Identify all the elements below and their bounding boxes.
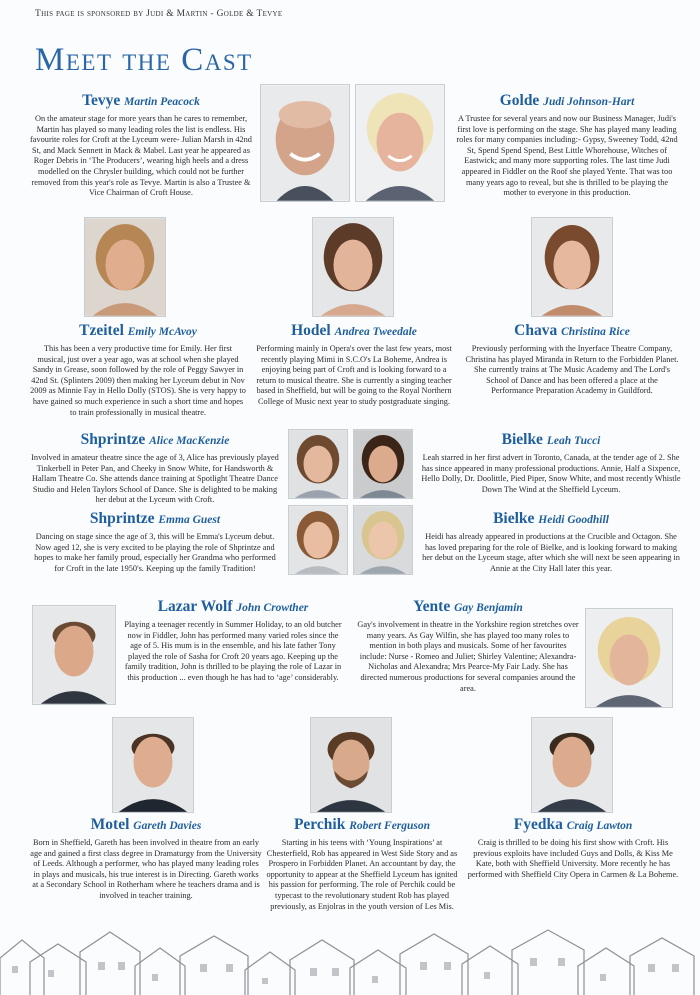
cast-perchik [262,816,462,912]
role-name: Golde Judi Johnson-Hart [499,92,635,109]
photo-leah-tucci [353,429,413,499]
actor-name: Heidi Goodhill [538,514,609,526]
actor-name: Emily McAvoy [127,326,197,338]
actor-name: Alice MacKenzie [149,435,230,447]
photo-emma-guest [288,505,348,575]
photo-christina-rice [531,217,613,317]
photo-robert-ferguson [310,717,392,813]
cast-lazar-wolf [122,598,344,684]
photo-gareth-davies [112,717,194,813]
cast-tzeitel [30,322,246,418]
cast-bio: Starting in his teens with ‘Young Inspirations’ at Chesterfield, Rob has appeared in West Side Story and as Prospero in Forbidden Planet. An accountant by day, the opportunity to appear at the Sheffield Lyceum has ignited his passion for performing. The role of Perchik could be typecast to the revolutionary student Rob has played previously, as Enjolras in the youth version of Les Mis. [266,838,458,911]
cast-bielke-heidi [420,510,682,574]
role-name: Chava Christina Rice [514,322,630,339]
cast-bio: This has been a very productive time for Emily. Her first musical, just over a year ago, was at school when she played Sandy in Grease, soon followed by the role of Peggy Sawyer in 42nd St. (Splinters 2009) then making her Lyceum debut in Nov 2009 as Minnie Fay in Hello Dolly (STOS). She is very happy to have gained so much experience in such a short time and hopes to train professionally in musical theatre. [30,344,246,417]
role-name: Lazar Wolf John Crowther [157,598,309,615]
role-name: Bielke Heidi Goodhill [493,510,609,527]
photo-judi-johnson-hart [355,84,445,202]
actor-name: Christina Rice [561,326,630,338]
photo-alice-mackenzie [288,429,348,499]
cast-bio: Craig is thrilled to be doing his first show with Croft. His previous exploits have included Guys and Dolls, & Kiss Me Kate, both with Sheffield University. More recently he has performed with Sheffield City Opera in Carmen & La Boheme. [467,838,679,879]
cast-tevye [30,92,252,199]
cast-hodel [252,322,456,408]
cast-fyedka [464,816,682,880]
actor-name: Robert Ferguson [349,820,431,832]
cast-bio: Gay's involvement in theatre in the Yorkshire region stretches over many years. As Gay Wilfin, she has played too many roles to mention in both plays and musicals. Some of her favourites include: Nurse - Romeo and Juliet; Shirley Valentine; Alexandra-Nicholas and Alexandra; Mrs Pearce-My Fair Lady. She has directed numerous productions for several companies around the area. [357,620,579,693]
cast-bio: Performing mainly in Opera's over the last few years, most recently playing Mimi in S.C.O's La Boheme, Andrea is enjoying being part of Croft and is looking forward to a return to musical theatre. She is currently a singing teacher based in Sheffield, but will be going to the Royal Northern College of Music next year to study postgraduate singing. [256,344,452,406]
actor-name: Andrea Tweedale [334,326,417,338]
role-name: Fyedka Craig Lawton [513,816,633,833]
cast-bio: Previously performing with the Inyerface Theatre Company, Christina has played Miranda in Return to the Forbidden Planet. She currently trains at The Music Academy and The Lord's School of Dance and has been offered a place at the Performance Preparation Academy in Guildford. [465,344,679,396]
sponsor-line: This page is sponsored by Judi & Martin - Golde & Tevye [35,9,283,19]
actor-name: Martin Peacock [124,96,200,108]
page-title: Meet the Cast [35,42,253,78]
cast-golde [454,92,680,199]
role-name: Shprintze Alice MacKenzie [80,431,230,448]
cast-bio: On the amateur stage for more years than he cares to remember, Martin has played so many leading roles the list is endless. His favourite roles for Croft at the Lyceum were- Julian Marsh in 42nd St, and Mack Sennett in Mack & Mabel. Last year he appeared as Roger Debris in ‘The Producers’, wearing high heels and a dress modelled on the Chrysler building, which could not be further removed from this year's role as Tevye. Martin is also a Trustee & Vice Chairman of Croft House. [30,114,252,198]
cast-bio: Dancing on stage since the age of 3, this will be Emma's Lyceum debut. Now aged 12, she is very excited to be playing the role of Shprintze and hopes to make her family proud, especially her Grandma who performed for Croft in the late 1950's. Keeping up the family Tradition! [34,532,276,573]
cast-shprintze-emma [30,510,280,574]
photo-emily-mcavoy [84,217,166,317]
actor-name: Craig Lawton [566,820,633,832]
cast-bio: Leah starred in her first advert in Toronto, Canada, at the tender age of 2. She has since appeared in many professional productions. Annie, Half a Sixpence, Hello Dolly, Dr. Doolittle, Pied Piper, Snow White, and most recently Whistle Down The Wind at the Sheffield Lyceum. [421,453,681,494]
photo-gay-benjamin [585,608,673,708]
cast-chava [464,322,680,397]
photo-heidi-goodhill [353,505,413,575]
actor-name: Gay Benjamin [454,602,523,614]
photo-john-crowther [32,605,116,705]
role-name: Motel Gareth Davies [90,816,202,833]
role-name: Bielke Leah Tucci [501,431,601,448]
role-name: Perchik Robert Ferguson [293,816,431,833]
actor-name: John Crowther [236,602,309,614]
cast-bio: Playing a teenager recently in Summer Holiday, to an old butcher now in Fiddler, John has performed many varied roles since the age of 5. His mum is in the ensemble, and his late father Tony played the role of Sasha for Croft 20 years ago. Keeping up the family tradition, John is thrilled to be playing the role of Lazar in this production ... even though he has had to ‘age’ considerably. [124,620,342,682]
cast-bio: Involved in amateur theatre since the age of 3, Alice has previously played Tinkerbell in Peter Pan, and Cheeky in Snow White, for Handsworth & Hallam Theatre Co. She attends dance training at Spotlight Theatre Dance Studio and Helen Taylors School of Dance. She is delighted to be making her debut at the Lyceum with Croft. [31,453,279,505]
photo-martin-peacock [260,84,350,202]
actor-name: Judi Johnson-Hart [543,96,635,108]
cast-shprintze-alice [30,431,280,506]
actor-name: Emma Guest [158,514,221,526]
actor-name: Leah Tucci [546,435,601,447]
role-name: Tzeitel Emily McAvoy [79,322,197,339]
cast-bio: Born in Sheffield, Gareth has been involved in theatre from an early age and gained a first class degree in Dramaturgy from the University of Leeds. Although a performer, who has played many leading roles in plays and musicals, his true interest is in Directing. Gareth works at a Secondary School in Rotherham where he teachers drama and is involved in teacher training. [30,838,262,900]
role-name: Tevye Martin Peacock [82,92,200,109]
photo-craig-lawton [531,717,613,813]
cast-yente [356,598,580,694]
actor-name: Gareth Davies [133,820,202,832]
cast-motel [30,816,262,902]
role-name: Yente Gay Benjamin [413,598,523,615]
cast-bio: A Trustee for several years and now our Business Manager, Judi's first love is performing on the stage. She has played many leading roles for many companies including:- Gypsy, Sweeney Todd, 42nd St, Spend Spend Spend, Best Little Whorehouse, Witches of Eastwick; and many more supporting roles. The last time Judi appeared in Fiddler on the Roof she played Yente. That was too many years ago to reveal, but she is thrilled to be playing the mother to everyone in this production. [456,114,678,198]
role-name: Hodel Andrea Tweedale [291,322,417,339]
cast-bielke-leah [420,431,682,495]
role-name: Shprintze Emma Guest [89,510,221,527]
village-sketch-illustration [0,900,700,995]
cast-bio: Heidi has already appeared in productions at the Crucible and Octagon. She has loved preparing for the role of Bielke, and is looking forward to making her debut on the Lyceum stage, after which she will next be seen appearing in Annie at the City Hall later this year. [422,532,680,573]
photo-andrea-tweedale [312,217,394,317]
